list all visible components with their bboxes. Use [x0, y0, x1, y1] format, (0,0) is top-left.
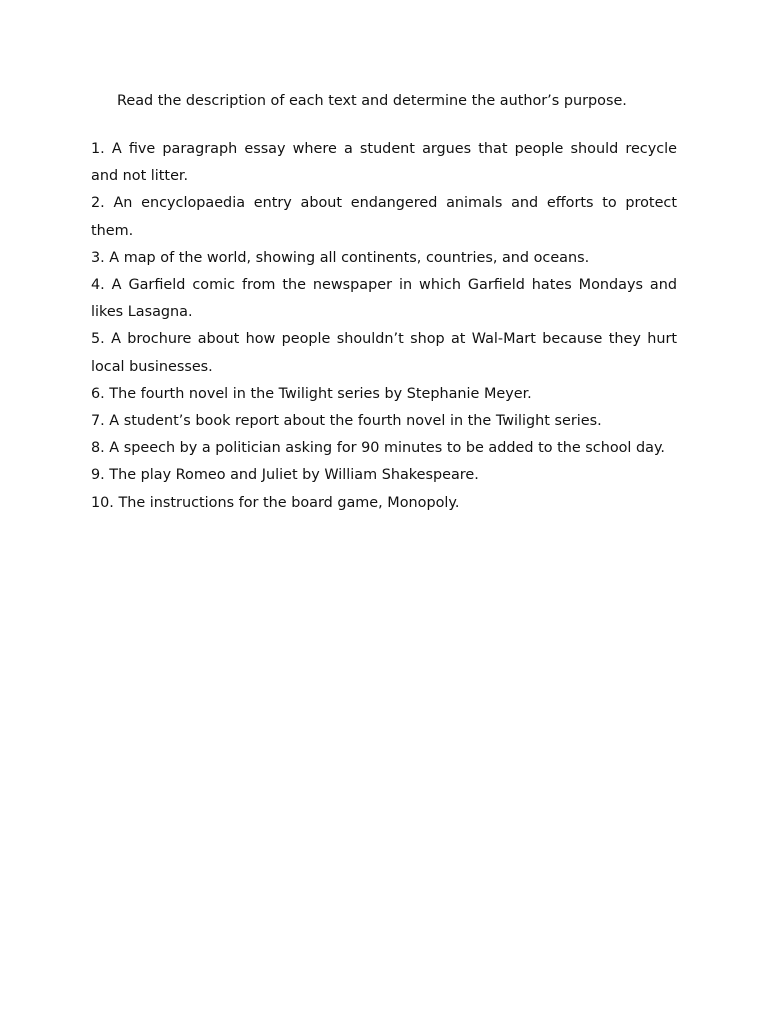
- list-item: 2. An encyclopaedia entry about endangered animals and efforts to protect them.: [91, 195, 677, 239]
- list-item: 8. A speech by a politician asking for 90 minutes to be added to the school day.: [91, 440, 665, 457]
- list-item: 1. A five paragraph essay where a student argues that people should recycle and not litter.: [91, 141, 677, 185]
- list-item: 10. The instructions for the board game, Monopoly.: [91, 494, 460, 511]
- list-item: 6. The fourth novel in the Twilight series by Stephanie Meyer.: [91, 385, 532, 402]
- list-item: 4. A Garfield comic from the newspaper in which Garfield hates Mondays and likes Lasagna.: [91, 277, 677, 321]
- instructions-text: Read the description of each text and determine the author’s purpose.: [117, 93, 627, 109]
- list-item: 5. A brochure about how people shouldn’t shop at Wal-Mart because they hurt local businesses.: [91, 331, 677, 375]
- list-item: 3. A map of the world, showing all continents, countries, and oceans.: [91, 249, 590, 266]
- purpose-list: [91, 136, 677, 517]
- list-item: 9. The play Romeo and Juliet by William Shakespeare.: [91, 467, 479, 484]
- list-item: 7. A student’s book report about the fourth novel in the Twilight series.: [91, 413, 602, 430]
